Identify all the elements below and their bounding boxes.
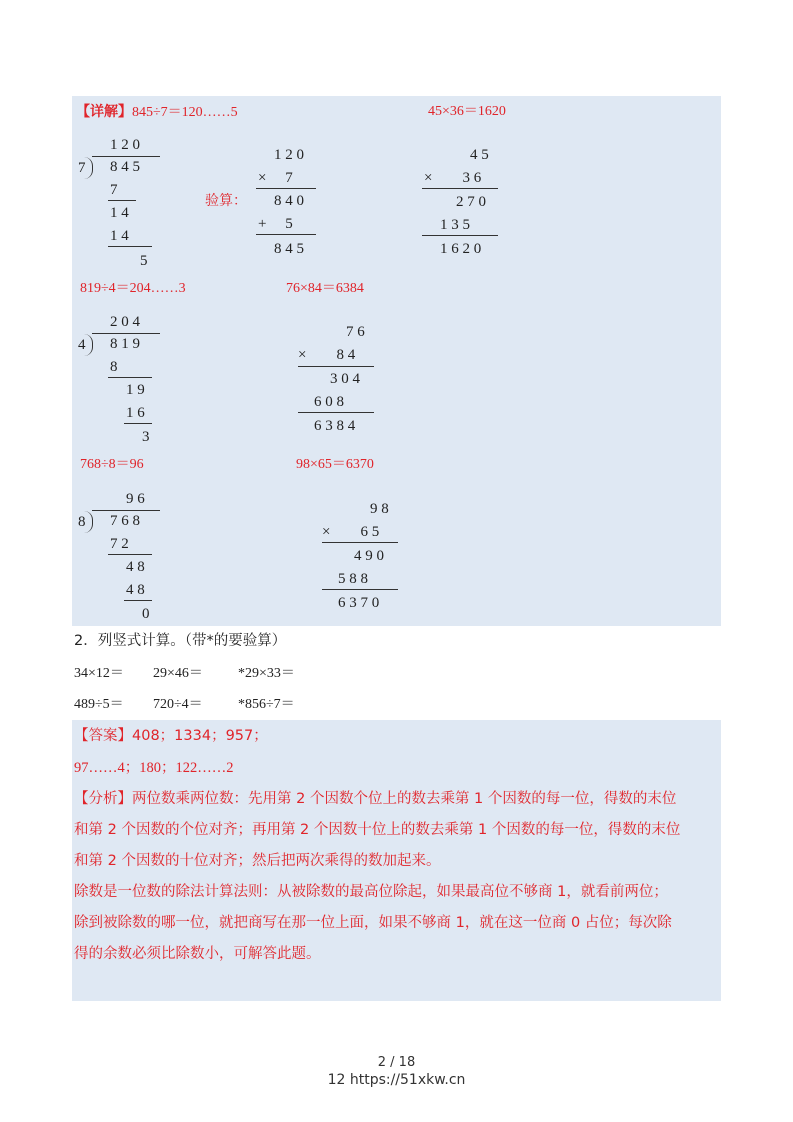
dividend: 8 1 9 [110, 336, 140, 352]
divisor: 7 [78, 160, 86, 176]
line [322, 589, 398, 590]
equation-98-times-65: 98×65＝6370 [296, 457, 374, 472]
problem: *29×33＝ [238, 666, 295, 681]
remainder: 5 [140, 253, 148, 269]
row: 7 6 [346, 324, 365, 340]
step-line [124, 600, 152, 601]
row: 1 6 2 0 [440, 241, 482, 257]
line [422, 188, 498, 189]
problem: 720÷4＝ [153, 697, 203, 712]
step: 1 9 [126, 382, 145, 398]
problem: 489÷5＝ [74, 697, 124, 712]
analysis-line: 【分析】两位数乘两位数：先用第 2 个因数个位上的数去乘第 1 个因数的每一位，得数的末位 [74, 791, 677, 807]
step: 7 [110, 182, 118, 198]
row: × 6 5 [322, 524, 380, 540]
step-line [108, 377, 152, 378]
row: 8 4 0 [274, 193, 304, 209]
step-line [108, 246, 152, 247]
step: 7 2 [110, 536, 129, 552]
problem: 29×46＝ [153, 666, 203, 681]
line [422, 235, 498, 236]
row: 6 3 8 4 [314, 418, 356, 434]
quotient: 1 2 0 [110, 137, 140, 153]
row: × 3 6 [424, 170, 482, 186]
solution-panel [72, 96, 721, 626]
dividend: 8 4 5 [110, 159, 140, 175]
row: 4 5 [470, 147, 489, 163]
step-line [108, 554, 152, 555]
step: 1 4 [110, 205, 129, 221]
row: 6 3 7 0 [338, 595, 380, 611]
division-bar [92, 510, 160, 511]
equation-819-div-4: 819÷4＝204……3 [80, 281, 186, 296]
detail-line [76, 104, 238, 121]
row: 2 7 0 [456, 194, 486, 210]
equation-768-div-8: 768÷8＝96 [80, 457, 144, 472]
answer-line: 97……4；180；122……2 [74, 760, 234, 776]
divisor: 8 [78, 514, 86, 530]
step: 1 4 [110, 228, 129, 244]
problem: *856÷7＝ [238, 697, 295, 712]
row: 9 8 [370, 501, 389, 517]
division-bar [92, 156, 160, 157]
analysis-line: 得的余数必须比除数小，可解答此题。 [74, 946, 321, 962]
row: × 8 4 [298, 347, 356, 363]
row: 8 4 5 [274, 241, 304, 257]
row: 1 2 0 [274, 147, 304, 163]
line [298, 366, 374, 367]
site-url: 12 https://51xkw.cn [327, 1072, 466, 1088]
equation-76-times-84: 76×84＝6384 [286, 281, 364, 296]
divisor: 4 [78, 337, 86, 353]
row: 4 9 0 [354, 548, 384, 564]
quotient: 2 0 4 [110, 314, 140, 330]
analysis-line: 和第 2 个因数的个位对齐；再用第 2 个因数十位上的数去乘第 1 个因数的每一位，得数的末位 [74, 822, 681, 838]
equation-45-times-36: 45×36＝1620 [428, 104, 506, 119]
step-line [108, 200, 136, 201]
detail-tag: 【详解】 [76, 104, 132, 120]
analysis-line: 和第 2 个因数的十位对齐；然后把两次乘得的数加起来。 [74, 853, 441, 869]
dividend: 7 6 8 [110, 513, 140, 529]
equation-845-div-7: 845÷7＝120……5 [132, 105, 238, 120]
row: 5 8 8 [338, 571, 368, 587]
step: 1 6 [126, 405, 145, 421]
row: + 5 [258, 216, 293, 232]
step-line [124, 423, 152, 424]
line [256, 188, 316, 189]
page-number: 2 / 18 [377, 1055, 416, 1070]
row: 6 0 8 [314, 394, 344, 410]
line [298, 412, 374, 413]
problem: 34×12＝ [74, 666, 124, 681]
row: 3 0 4 [330, 371, 360, 387]
row: 1 3 5 [440, 217, 470, 233]
row: × 7 [258, 170, 293, 186]
remainder: 0 [142, 606, 150, 622]
quotient: 9 6 [126, 491, 145, 507]
step: 8 [110, 359, 118, 375]
line [322, 542, 398, 543]
step: 4 8 [126, 559, 145, 575]
analysis-line: 除到被除数的哪一位，就把商写在那一位上面，如果不够商 1，就在这一位商 0 占位；每次除 [74, 915, 672, 931]
question-title: 2．列竖式计算。（带*的要验算） [74, 633, 287, 649]
step: 4 8 [126, 582, 145, 598]
remainder: 3 [142, 429, 150, 445]
check-label: 验算： [205, 193, 247, 209]
line [256, 234, 316, 235]
division-bar [92, 333, 160, 334]
answer-line: 【答案】408；1334；957； [74, 728, 268, 744]
analysis-line: 除数是一位数的除法计算法则：从被除数的最高位除起，如果最高位不够商 1，就看前两位； [74, 884, 668, 900]
